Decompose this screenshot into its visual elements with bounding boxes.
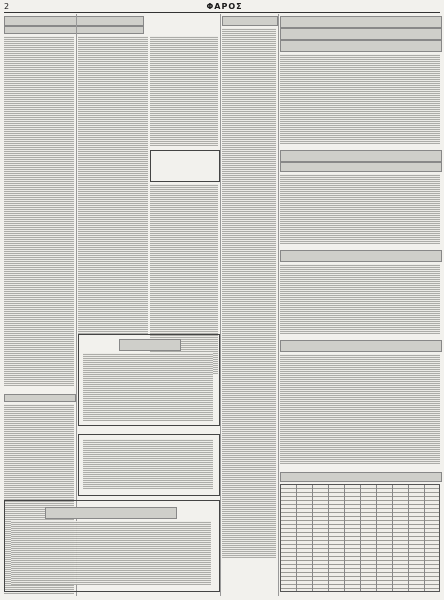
headline-bulganin-2 xyxy=(280,28,442,40)
section-heading xyxy=(4,394,76,402)
headline-interest xyxy=(280,340,442,352)
masthead: ΦΑΡΟΣ xyxy=(206,1,243,11)
notice-box xyxy=(150,150,220,182)
column-4 xyxy=(222,14,276,596)
obituary-heading xyxy=(119,339,181,351)
article-text xyxy=(280,354,440,464)
obituary-box xyxy=(78,334,220,426)
article-text xyxy=(150,36,218,146)
article-text xyxy=(222,28,276,558)
headline-bulganin-3 xyxy=(280,40,442,52)
ad-text xyxy=(11,521,211,585)
column-rule xyxy=(220,14,221,596)
ad-box xyxy=(78,434,220,496)
ad-box xyxy=(4,500,220,592)
ad-heading xyxy=(45,507,177,519)
article-text xyxy=(280,54,440,144)
right-section xyxy=(280,14,440,596)
running-head xyxy=(4,0,440,13)
column-rule xyxy=(278,14,279,596)
lottery-results-table xyxy=(280,484,440,592)
headline-committee xyxy=(280,150,442,162)
headline-china xyxy=(280,250,442,262)
headline-bulganin xyxy=(280,16,442,28)
headline-committee-2 xyxy=(280,162,442,172)
article-text xyxy=(280,174,440,244)
article-text xyxy=(4,36,74,386)
page-number: 2 xyxy=(4,1,10,11)
column-heading xyxy=(222,16,278,26)
obituary-text xyxy=(83,353,213,421)
lottery-heading xyxy=(280,472,442,482)
page-body xyxy=(4,14,440,596)
ad-text xyxy=(83,439,213,489)
article-text xyxy=(78,36,148,334)
article-text xyxy=(280,264,440,334)
